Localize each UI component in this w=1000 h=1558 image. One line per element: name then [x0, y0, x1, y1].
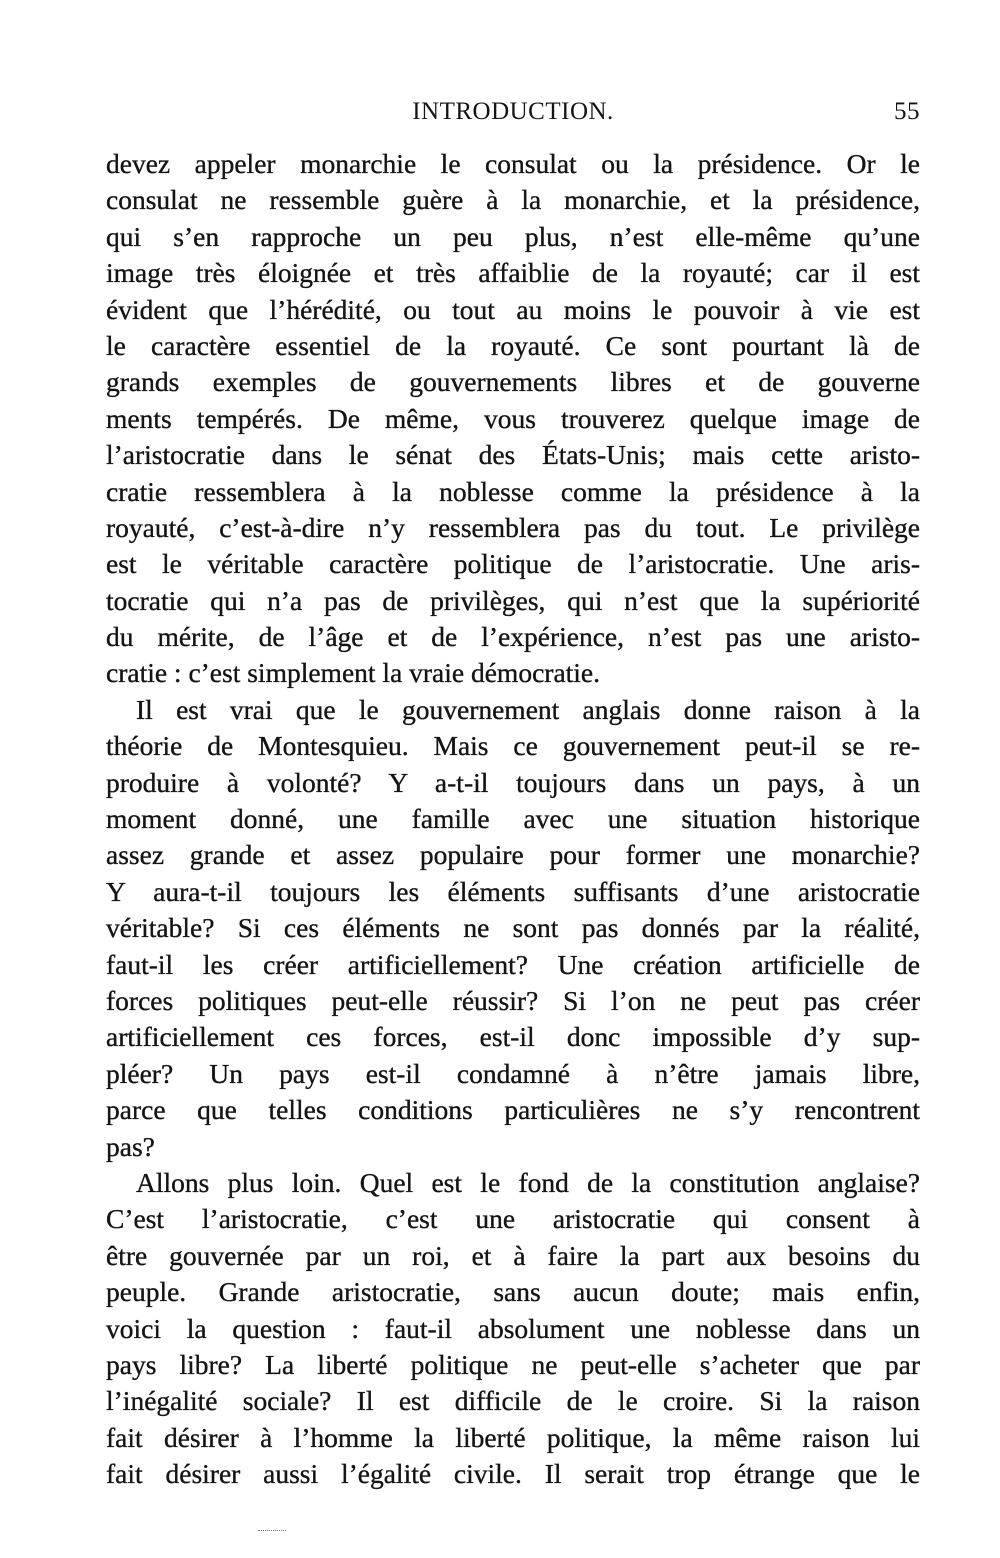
text-line: être gouvernée par un roi, et à faire la part aux besoins du — [106, 1239, 920, 1271]
text-line: assez grande et assez populaire pour former une monarchie? — [106, 839, 920, 871]
text-line: grands exemples de gouvernements libres et de gouverne — [106, 366, 920, 398]
text-line: devez appeler monarchie le consulat ou la présidence. Or le — [106, 148, 920, 179]
text-line: Il est vrai que le gouvernement anglais donne raison à la — [136, 693, 920, 725]
text-line: l’aristocratie dans le sénat des États-Unis; mais cette aristo- — [106, 439, 920, 471]
text-line: consulat ne ressemble guère à la monarchie, et la présidence, — [106, 184, 920, 216]
text-line: moment donné, une famille avec une situation historique — [106, 803, 920, 835]
text-line: forces politiques peut-elle réussir? Si l’on ne peut pas créer — [106, 984, 920, 1016]
text-line: royauté, c’est-à-dire n’y ressemblera pas du tout. Le privilège — [106, 511, 920, 543]
body-text — [106, 146, 920, 1492]
text-line: ments tempérés. De même, vous trouverez quelque image de — [106, 402, 920, 434]
text-line: voici la question : faut-il absolument une noblesse dans un — [106, 1312, 920, 1344]
running-head — [106, 98, 920, 134]
text-line: pays libre? La liberté politique ne peut-elle s’acheter que par — [106, 1348, 920, 1380]
text-line: pléer? Un pays est-il condamné à n’être jamais libre, — [106, 1057, 920, 1089]
text-line: pas? — [106, 1130, 155, 1162]
page-number: 55 — [894, 98, 920, 125]
text-line: est le véritable caractère politique de l’aristocratie. Une aris- — [106, 548, 920, 580]
text-line: cratie : c’est simplement la vraie démocratie. — [106, 657, 601, 689]
scan-mark — [258, 1530, 286, 1533]
running-head-title: INTRODUCTION. — [412, 98, 614, 125]
text-line: le caractère essentiel de la royauté. Ce sont pourtant là de — [106, 329, 920, 361]
text-line: artificiellement ces forces, est-il donc impossible d’y sup- — [106, 1021, 920, 1053]
text-line: évident que l’hérédité, ou tout au moins le pouvoir à vie est — [106, 293, 920, 325]
text-line: tocratie qui n’a pas de privilèges, qui n’est que la supériorité — [106, 584, 920, 616]
text-line: du mérite, de l’âge et de l’expérience, n’est pas une aristo- — [106, 621, 920, 653]
text-line: véritable? Si ces éléments ne sont pas donnés par la réalité, — [106, 912, 920, 944]
text-line: parce que telles conditions particulières ne s’y rencontrent — [106, 1094, 920, 1126]
text-line: image très éloignée et très affaiblie de la royauté; car il est — [106, 257, 920, 289]
text-line: faut-il les créer artificiellement? Une création artificielle de — [106, 948, 920, 980]
text-line: Y aura-t-il toujours les éléments suffisants d’une aristocratie — [106, 875, 920, 907]
text-line: l’inégalité sociale? Il est difficile de le croire. Si la raison — [106, 1385, 920, 1417]
text-line: qui s’en rapproche un peu plus, n’est elle-même qu’une — [106, 220, 920, 252]
text-line: peuple. Grande aristocratie, sans aucun doute; mais enfin, — [106, 1276, 920, 1308]
text-line: fait désirer à l’homme la liberté politique, la même raison lui — [106, 1421, 920, 1453]
text-line: C’est l’aristocratie, c’est une aristocratie qui consent à — [106, 1203, 920, 1235]
text-line: cratie ressemblera à la noblesse comme la présidence à la — [106, 475, 920, 507]
text-line: produire à volonté? Y a-t-il toujours dans un pays, à un — [106, 766, 920, 798]
text-line: fait désirer aussi l’égalité civile. Il serait trop étrange que le — [106, 1458, 920, 1490]
text-line: théorie de Montesquieu. Mais ce gouvernement peut-il se re- — [106, 730, 920, 762]
text-line: Allons plus loin. Quel est le fond de la constitution anglaise? — [136, 1166, 920, 1198]
